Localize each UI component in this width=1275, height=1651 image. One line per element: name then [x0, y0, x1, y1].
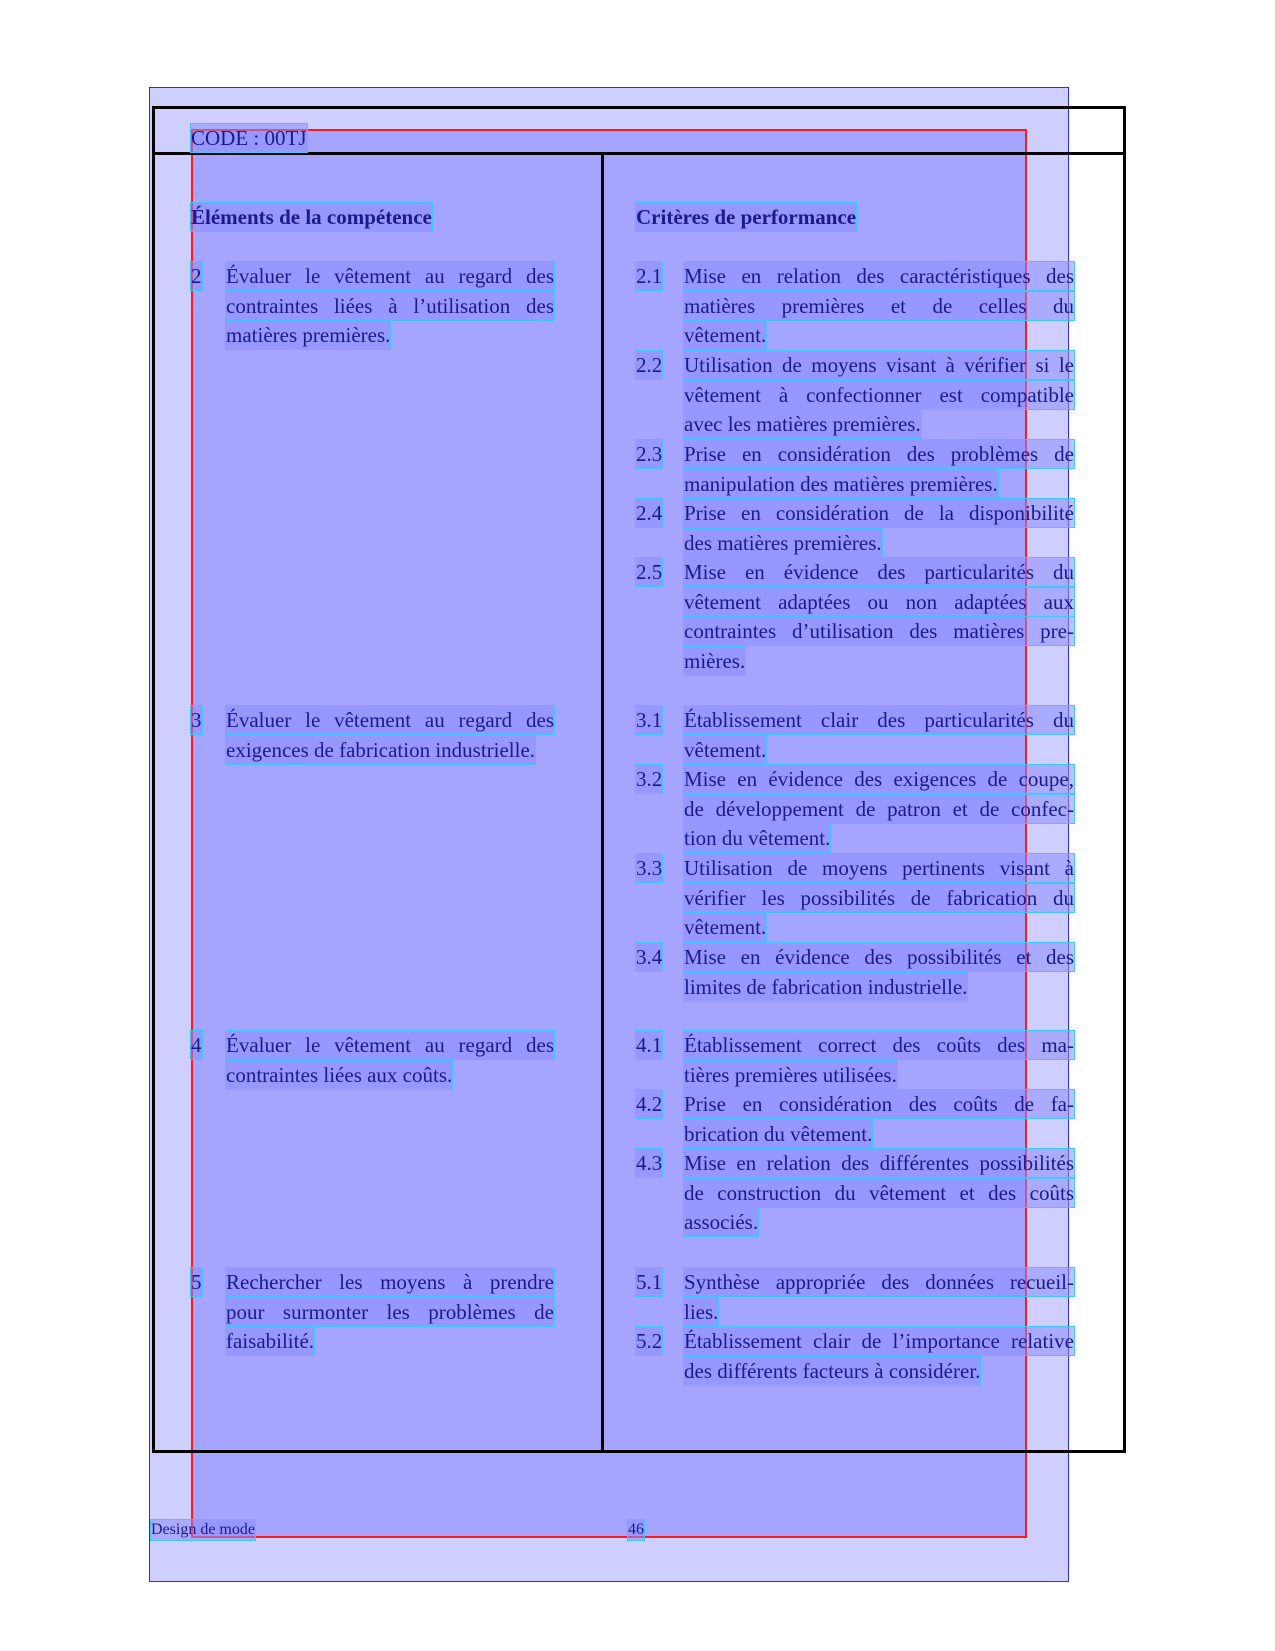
criterion-number: 2.4 — [636, 501, 663, 525]
criterion-text-line: Mise en évidence des possibilités et des — [684, 945, 1074, 969]
criterion-number: 4.1 — [636, 1033, 663, 1057]
element-number: 2 — [191, 264, 202, 288]
criterion-number: 3.4 — [636, 945, 663, 969]
element-number: 5 — [191, 1270, 202, 1294]
criterion-number: 5.2 — [636, 1329, 663, 1353]
criterion-number: 3.1 — [636, 708, 663, 732]
element-text-line: faisabilité. — [226, 1329, 315, 1354]
criterion-text-line: Établissement correct des coûts des ma- — [684, 1033, 1074, 1057]
criterion-text-line: mières. — [684, 648, 746, 673]
header-criteria: Critères de performance — [636, 205, 857, 229]
element-text-line: Évaluer le vêtement au regard des — [226, 708, 554, 732]
criterion-text-line: Prise en considération des problèmes de — [684, 442, 1074, 466]
element-text-line: matières premières. — [226, 323, 391, 348]
criterion-text-line: des matières premières. — [684, 530, 882, 555]
criterion-text-line: vêtement. — [684, 323, 767, 348]
criterion-text-line: vêtement adaptées ou non adaptées aux — [684, 589, 1074, 614]
header-elements: Éléments de la compétence — [191, 205, 432, 229]
criterion-number: 5.1 — [636, 1270, 663, 1294]
criterion-text-line: Prise en considération des coûts de fa- — [684, 1092, 1074, 1116]
table-bottom-divider — [152, 1450, 1126, 1453]
criterion-number: 4.3 — [636, 1151, 663, 1175]
column-divider — [601, 155, 604, 1451]
criterion-number: 2.5 — [636, 560, 663, 584]
footer-title: Design de mode — [151, 1521, 255, 1538]
criterion-text-line: vêtement à confectionner est compatible — [684, 382, 1074, 407]
criterion-text-line: Mise en évidence des exigences de coupe, — [684, 767, 1074, 791]
criterion-number: 3.3 — [636, 856, 663, 880]
criterion-text-line: Utilisation de moyens pertinents visant à — [684, 856, 1074, 880]
criterion-text-line: Mise en relation des différentes possibilités — [684, 1151, 1074, 1175]
criterion-number: 3.2 — [636, 767, 663, 791]
criterion-text-line: tion du vêtement. — [684, 826, 831, 851]
criterion-text-line: Utilisation de moyens visant à vérifier si le — [684, 353, 1074, 377]
criterion-text-line: Prise en considération de la disponibilité — [684, 501, 1074, 525]
criterion-text-line: Mise en relation des caractéristiques des — [684, 264, 1074, 288]
criterion-text-line: contraintes d’utilisation des matières pre- — [684, 619, 1074, 644]
element-text-line: Évaluer le vêtement au regard des — [226, 1033, 554, 1057]
criterion-text-line: Établissement clair de l’importance relative — [684, 1329, 1074, 1353]
criterion-text-line: de développement de patron et de confec- — [684, 796, 1074, 821]
criterion-text-line: de construction du vêtement et des coûts — [684, 1180, 1074, 1205]
criterion-number: 4.2 — [636, 1092, 663, 1116]
element-number: 3 — [191, 708, 202, 732]
criterion-text-line: avec les matières premières. — [684, 412, 921, 437]
criterion-number: 2.1 — [636, 264, 663, 288]
footer-page-number: 46 — [628, 1521, 644, 1538]
element-text-line: Évaluer le vêtement au regard des — [226, 264, 554, 288]
criterion-text-line: manipulation des matières premières. — [684, 471, 998, 496]
criterion-text-line: brication du vêtement. — [684, 1121, 873, 1146]
criterion-text-line: des différents facteurs à considérer. — [684, 1358, 981, 1383]
element-text-line: contraintes liées aux coûts. — [226, 1062, 453, 1087]
criterion-text-line: limites de fabrication industrielle. — [684, 974, 968, 999]
criterion-text-line: tières premières utilisées. — [684, 1062, 897, 1087]
criterion-text-line: matières premières et de celles du — [684, 293, 1074, 318]
criterion-text-line: vêtement. — [684, 737, 767, 762]
criterion-number: 2.3 — [636, 442, 663, 466]
criterion-text-line: associés. — [684, 1210, 759, 1235]
criterion-text-line: Établissement clair des particularités du — [684, 708, 1074, 732]
criterion-text-line: vêtement. — [684, 915, 767, 940]
criterion-text-line: vérifier les possibilités de fabrication du — [684, 885, 1074, 910]
element-text-line: contraintes liées à l’utilisation des — [226, 293, 554, 318]
element-number: 4 — [191, 1033, 202, 1057]
criterion-text-line: Mise en évidence des particularités du — [684, 560, 1074, 584]
element-text-line: Rechercher les moyens à prendre — [226, 1270, 554, 1294]
criterion-text-line: lies. — [684, 1299, 719, 1324]
criterion-text-line: Synthèse appropriée des données recueil- — [684, 1270, 1074, 1294]
header-divider — [152, 152, 1126, 155]
criterion-number: 2.2 — [636, 353, 663, 377]
element-text-line: pour surmonter les problèmes de — [226, 1299, 554, 1324]
element-text-line: exigences de fabrication industrielle. — [226, 737, 536, 762]
code-label: CODE : 00TJ — [191, 126, 307, 150]
